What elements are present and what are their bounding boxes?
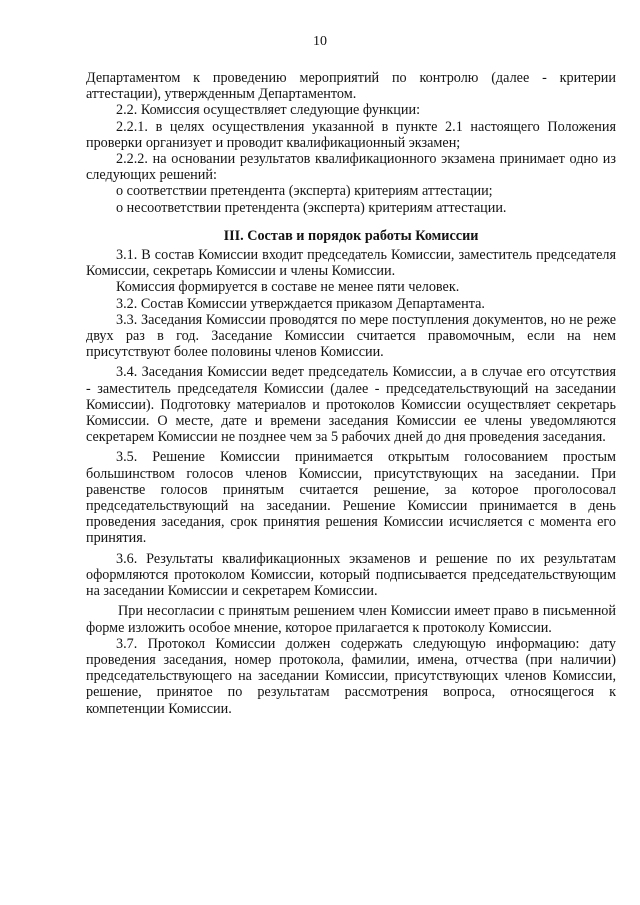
paragraph-dissent: При несогласии с принятым решением член Комиссии имеет право в письменной форме изложить особое мнение, которое прилагается к протоколу Комиссии. bbox=[86, 603, 616, 636]
section-heading: III. Состав и порядок работы Комиссии bbox=[223, 227, 479, 244]
paragraph-3-4: 3.4. Заседания Комиссии ведет председатель Комиссии, а в случае его отсутствия - заместитель председателя Комиссии (далее - председательствующий на заседании Комиссии). Подготовку материалов и протоколов Комиссии осуществляет секретарь Комиссии. О месте, дате и времени заседания Комиссии ее члены уведомляются секретарем Комиссии не позднее чем за 5 рабочих дней до дня проведения заседания. bbox=[86, 364, 616, 446]
paragraph-3-3: 3.3. Заседания Комиссии проводятся по мере поступления документов, но не реже двух раз в год. Заседание Комиссии считается правомочным, если на нем присутствуют более половины членов Комиссии. bbox=[86, 311, 616, 361]
paragraph-3-5: 3.5. Решение Комиссии принимается открытым голосованием простым большинством голосов членов Комиссии, присутствующих на заседании. При равенстве голосов принятым считается решение, за которое проголосовал председательствующий на заседании. Решение Комиссии принимается в день проведения заседания, срок принятия решения Комиссии исчисляется с момента его принятия. bbox=[86, 449, 616, 547]
decision-option-nonconformity: о несоответствии претендента (эксперта) критериям аттестации. bbox=[116, 199, 507, 216]
paragraph-3-6: 3.6. Результаты квалификационных экзаменов и решение по их результатам оформляются протоколом Комиссии, который подписывается председательствующим на заседании Комиссии и секретарем Комиссии. bbox=[86, 550, 616, 600]
paragraph-3-2: 3.2. Состав Комиссии утверждается приказом Департамента. bbox=[116, 295, 485, 312]
decision-option-conformity: о соответствии претендента (эксперта) критериям аттестации; bbox=[116, 183, 493, 200]
paragraph-3-7: 3.7. Протокол Комиссии должен содержать следующую информацию: дату проведения заседания, номер протокола, фамилии, имена, отчества (при наличии) председательствующего на заседании Комиссии, присутствующих членов Комиссии, решение, принятое по результатам рассмотрения вопроса, относящегося к компетенции Комиссии. bbox=[86, 635, 616, 717]
paragraph-3-1: 3.1. В состав Комиссии входит председатель Комиссии, заместитель председателя Комиссии, секретарь Комиссии и члены Комиссии. bbox=[86, 247, 616, 280]
page-number: 10 bbox=[313, 34, 327, 49]
document-body bbox=[86, 70, 616, 717]
paragraph-2-2-2: 2.2.2. на основании результатов квалификационного экзамена принимает одно из следующих решений: bbox=[86, 151, 616, 184]
paragraph-2-2-1: 2.2.1. в целях осуществления указанной в пункте 2.1 настоящего Положения проверки организует и проводит квалификационный экзамен; bbox=[86, 118, 616, 151]
paragraph-continuation: Департаментом к проведению мероприятий по контролю (далее - критерии аттестации), утвержденным Департаментом. bbox=[86, 70, 616, 103]
paragraph-2-2: 2.2. Комиссия осуществляет следующие функции: bbox=[116, 102, 421, 119]
paragraph-commission-size: Комиссия формируется в составе не менее пяти человек. bbox=[116, 279, 460, 296]
